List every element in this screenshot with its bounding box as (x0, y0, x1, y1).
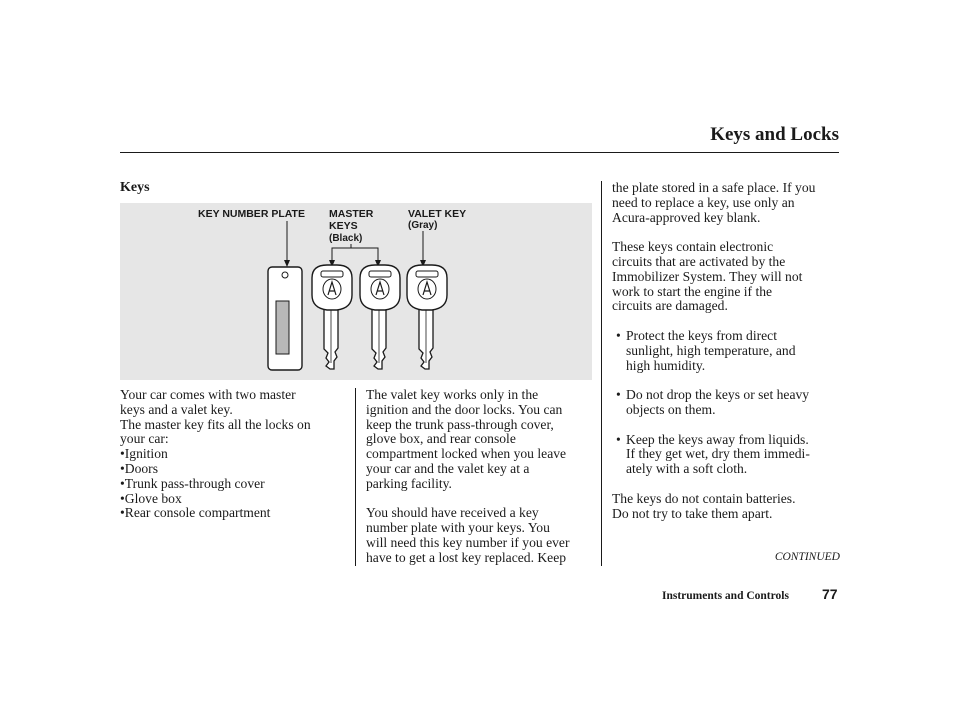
page-number: 77 (822, 586, 838, 602)
callout-key-number-plate: KEY NUMBER PLATE (198, 208, 305, 220)
list-item: •Ignition (120, 446, 168, 462)
continued-label: CONTINUED (774, 551, 840, 563)
text-line: objects on them. (626, 401, 716, 417)
text-line: parking facility. (366, 475, 452, 491)
text-line: keep the trunk pass-through cover, (366, 416, 554, 432)
text-line: • Keep the keys away from liquids. (626, 431, 809, 447)
column-divider-1 (355, 388, 356, 566)
callout-master-line1: MASTER (329, 208, 374, 220)
text-line: Your car comes with two master (120, 387, 296, 402)
list-item: •Doors (120, 460, 158, 476)
text-line: The keys do not contain batteries. (612, 490, 796, 506)
column-divider-2 (601, 181, 602, 566)
valet-key (407, 265, 447, 369)
text-line: need to replace a key, use only an (612, 194, 795, 210)
callout-master-line2: KEYS (329, 220, 358, 232)
text-line: will need this key number if you ever (366, 534, 570, 550)
section-heading: Keys (120, 180, 150, 195)
paragraph-gap (612, 477, 815, 492)
callout-valet-line2: (Gray) (408, 220, 438, 231)
list-item: •Glove box (120, 490, 182, 506)
list-item: •Rear console compartment (120, 505, 271, 521)
text-line: the plate stored in a safe place. If you (612, 180, 816, 195)
text-line: sunlight, high temperature, and (626, 342, 796, 358)
text-line: your car and the valet key at a (366, 460, 530, 476)
key-number-plate (268, 267, 302, 370)
paragraph-gap (612, 225, 815, 240)
text-line: Immobilizer System. They will not (612, 268, 803, 284)
text-line: number plate with your keys. You (366, 520, 550, 536)
text-line: Acura-approved key blank. (612, 209, 761, 225)
column-3 (612, 181, 815, 521)
list-item: •Trunk pass-through cover (120, 475, 265, 491)
title-rule (120, 152, 839, 153)
text-line: You should have received a key (366, 505, 539, 521)
master-key-2 (360, 265, 400, 369)
text-line: high humidity. (626, 357, 706, 373)
text-line: • Protect the keys from direct (626, 327, 777, 343)
text-line: glove box, and rear console (366, 431, 516, 447)
leader-master (332, 248, 378, 265)
text-line: ignition and the door locks. You can (366, 401, 563, 417)
text-line: keys and a valet key. (120, 401, 233, 417)
text-line: circuits are damaged. (612, 298, 728, 314)
column-1 (120, 388, 311, 521)
text-line: The master key fits all the locks on (120, 416, 311, 432)
paragraph-gap (612, 314, 815, 329)
keys-illustration (120, 203, 592, 380)
text-line: work to start the engine if the (612, 283, 773, 299)
bullet-item (612, 388, 815, 418)
text-line: If they get wet, dry them immedi- (626, 446, 810, 462)
paragraph-gap (612, 373, 815, 388)
footer-section-name: Instruments and Controls (662, 590, 789, 602)
text-line: circuits that are activated by the (612, 253, 786, 269)
paragraph-gap (366, 492, 569, 507)
text-line: have to get a lost key replaced. Keep (366, 549, 567, 565)
text-line: The valet key works only in the (366, 387, 539, 402)
text-line: ately with a soft cloth. (626, 461, 748, 477)
bullet-item (612, 329, 815, 373)
column-2 (366, 388, 569, 566)
bullet-item (612, 433, 815, 477)
callout-valet-line1: VALET KEY (408, 208, 467, 220)
callout-master-line3: (Black) (329, 233, 363, 244)
text-line: • Do not drop the keys or set heavy (626, 387, 810, 403)
text-line: Do not try to take them apart. (612, 505, 773, 521)
master-key-1 (312, 265, 352, 369)
text-line: your car: (120, 431, 169, 447)
text-line: These keys contain electronic (612, 239, 774, 255)
text-line: compartment locked when you leave (366, 446, 567, 462)
paragraph-gap (612, 418, 815, 433)
page-title: Keys and Locks (710, 124, 839, 145)
